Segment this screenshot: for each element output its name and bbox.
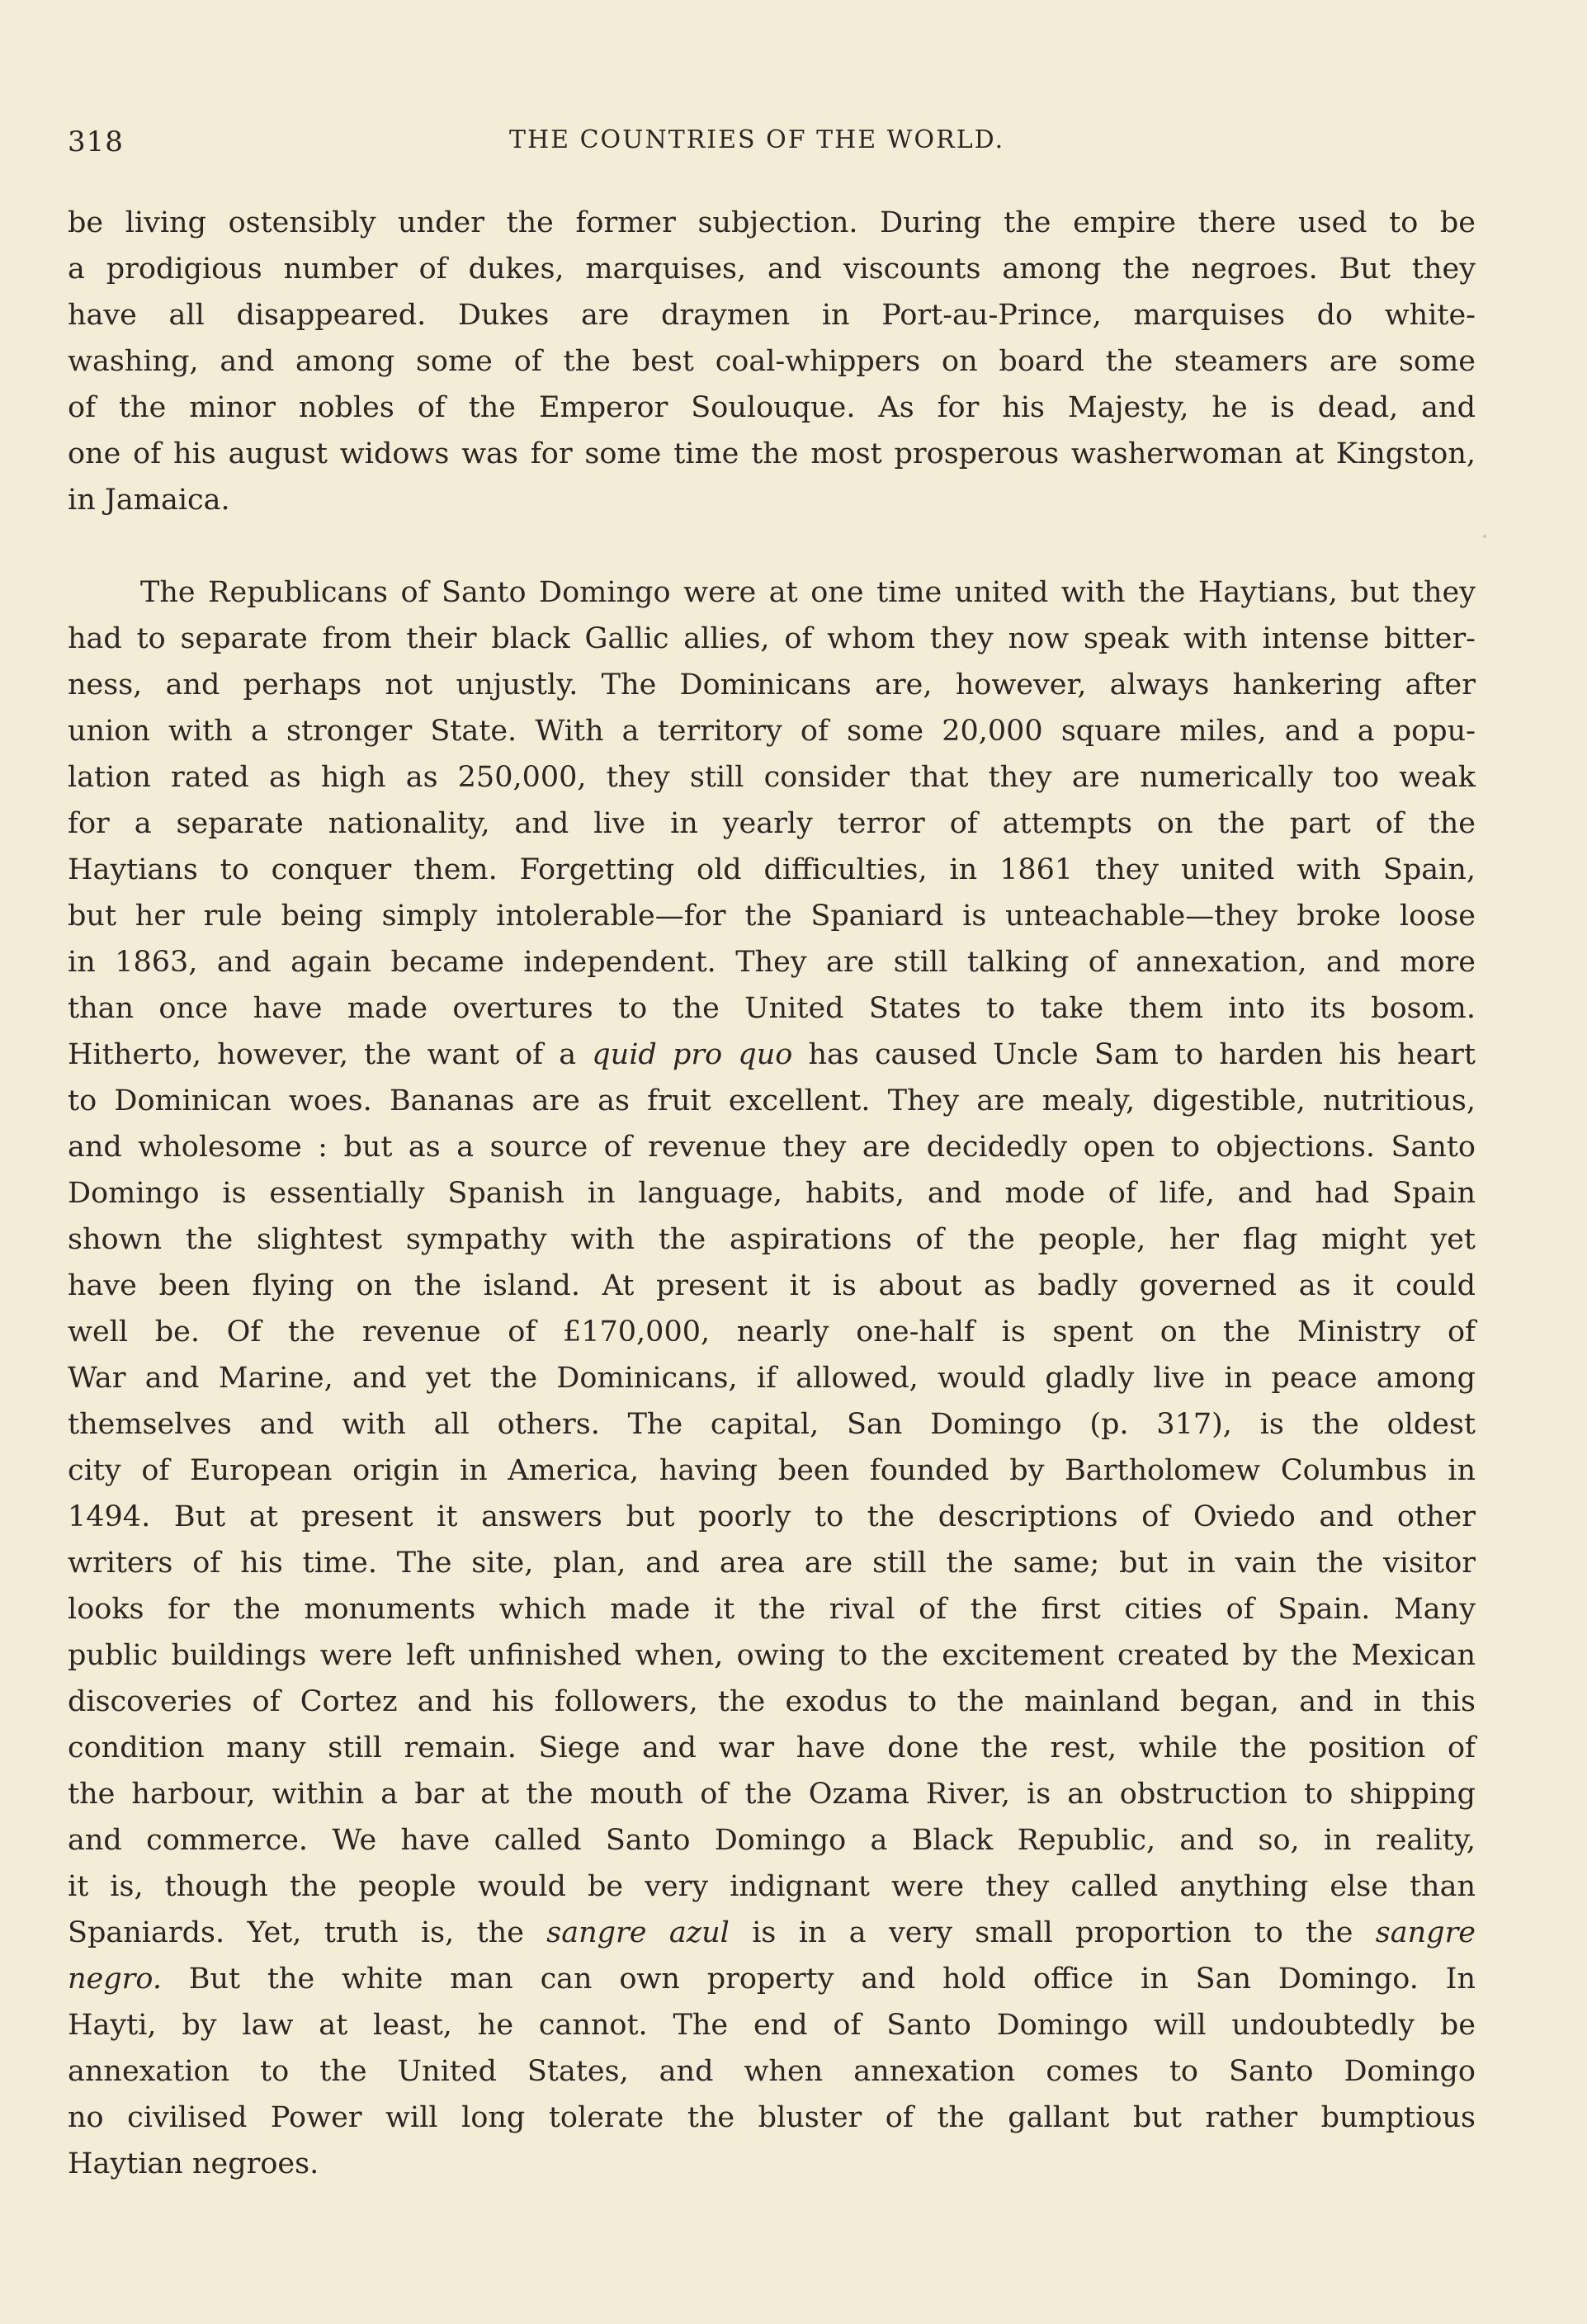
text-line — [68, 1032, 1476, 1078]
text-line: writers of his time. The site, plan, and area are still the same; but in vain the visitor — [68, 1547, 1476, 1580]
text-line: looks for the monuments which made it the rival of the first cities of Spain. Many — [68, 1593, 1476, 1626]
text-line: shown the slightest sympathy with the aspirations of the people, her flag might yet — [68, 1223, 1476, 1256]
text-line: ness, and perhaps not unjustly. The Dominicans are, however, always hankering after — [68, 668, 1476, 701]
text-line: public buildings were left unfinished when, owing to the excitement created by the Mexican — [68, 1639, 1476, 1672]
text-line: have been flying on the island. At present it is about as badly governed as it could — [68, 1269, 1476, 1302]
text-line: one of his august widows was for some time the most prosperous washerwoman at Kingston, — [68, 437, 1476, 470]
text-line — [68, 1956, 1476, 2002]
text-line: War and Marine, and yet the Dominicans, if allowed, would gladly live in peace among — [68, 1362, 1476, 1395]
text-line: be living ostensibly under the former subjection. During the empire there used to be — [68, 206, 1476, 239]
text-line: condition many still remain. Siege and war have done the rest, while the position of — [68, 1731, 1476, 1764]
italic-phrase: negro. — [68, 1963, 162, 1996]
italic-phrase: quid pro quo — [592, 1038, 793, 1071]
text-line: for a separate nationality, and live in yearly terror of attempts on the part of the — [68, 807, 1476, 840]
paper-speck — [1483, 535, 1486, 538]
text-line: Haytian negroes. — [68, 2147, 319, 2180]
text-line: no civilised Power will long tolerate the bluster of the gallant but rather bumptious — [68, 2101, 1476, 2134]
page-number: 318 — [68, 125, 124, 158]
text-line: Domingo is essentially Spanish in language, habits, and mode of life, and had Spain — [68, 1177, 1476, 1210]
text-run: But the white man can own property and hold office in San Domingo. In — [161, 1963, 1476, 1996]
text-line: Hayti, by law at least, he cannot. The end of Santo Domingo will undoubtedly be — [68, 2009, 1476, 2042]
text-line: well be. Of the revenue of £170,000, nearly one-half is spent on the Ministry of — [68, 1316, 1476, 1349]
text-line: than once have made overtures to the United States to take them into its bosom. — [68, 992, 1476, 1025]
text-line: and wholesome : but as a source of revenue they are decidedly open to objections. Santo — [68, 1131, 1476, 1164]
text-line: have all disappeared. Dukes are draymen in Port-au-Prince, marquises do white- — [68, 299, 1476, 332]
text-line: discoveries of Cortez and his followers, the exodus to the mainland began, and in this — [68, 1685, 1476, 1718]
text-line: city of European origin in America, having been founded by Bartholomew Columbus in — [68, 1454, 1476, 1487]
text-line: of the minor nobles of the Emperor Soulouque. As for his Majesty, he is dead, and — [68, 391, 1476, 424]
text-line: the harbour, within a bar at the mouth of the Ozama River, is an obstruction to shipping — [68, 1778, 1476, 1811]
italic-phrase: sangre azul — [546, 1916, 730, 1949]
text-line: in Jamaica. — [68, 484, 230, 517]
text-run: Hitherto, however, the want of a — [68, 1038, 593, 1071]
italic-phrase: sangre — [1375, 1916, 1476, 1949]
text-line: union with a stronger State. With a territory of some 20,000 square miles, and a popu- — [68, 715, 1476, 748]
text-run: Spaniards. Yet, truth is, the — [68, 1916, 547, 1949]
text-run: has caused Uncle Sam to harden his heart — [792, 1038, 1476, 1071]
paragraph-1 — [68, 200, 1476, 523]
text-line: in 1863, and again became independent. They are still talking of annexation, and more — [68, 946, 1476, 979]
text-line: a prodigious number of dukes, marquises, and viscounts among the negroes. But they — [68, 253, 1476, 286]
paragraph-2 — [68, 569, 1476, 2187]
text-line: annexation to the United States, and when annexation comes to Santo Domingo — [68, 2055, 1476, 2088]
running-title: THE COUNTRIES OF THE WORLD. — [509, 125, 1005, 154]
text-line: to Dominican woes. Bananas are as fruit excellent. They are mealy, digestible, nutritious, — [68, 1084, 1476, 1117]
page-header — [68, 125, 1471, 165]
text-run: is in a very small proportion to the — [729, 1916, 1376, 1949]
text-line — [68, 1910, 1476, 1956]
text-line: themselves and with all others. The capital, San Domingo (p. 317), is the oldest — [68, 1408, 1476, 1441]
text-line: The Republicans of Santo Domingo were at one time united with the Haytians, but they — [140, 576, 1476, 609]
text-line: and commerce. We have called Santo Domingo a Black Republic, and so, in reality, — [68, 1824, 1476, 1857]
text-line: had to separate from their black Gallic allies, of whom they now speak with intense bitter- — [68, 622, 1476, 655]
text-line: it is, though the people would be very indignant were they called anything else than — [68, 1870, 1476, 1903]
text-line: 1494. But at present it answers but poorly to the descriptions of Oviedo and other — [68, 1500, 1476, 1533]
text-line: but her rule being simply intolerable—for the Spaniard is unteachable—they broke loose — [68, 900, 1476, 933]
text-line: lation rated as high as 250,000, they still consider that they are numerically too weak — [68, 761, 1476, 794]
text-line: Haytians to conquer them. Forgetting old difficulties, in 1861 they united with Spain, — [68, 853, 1476, 886]
text-line: washing, and among some of the best coal-whippers on board the steamers are some — [68, 345, 1476, 378]
